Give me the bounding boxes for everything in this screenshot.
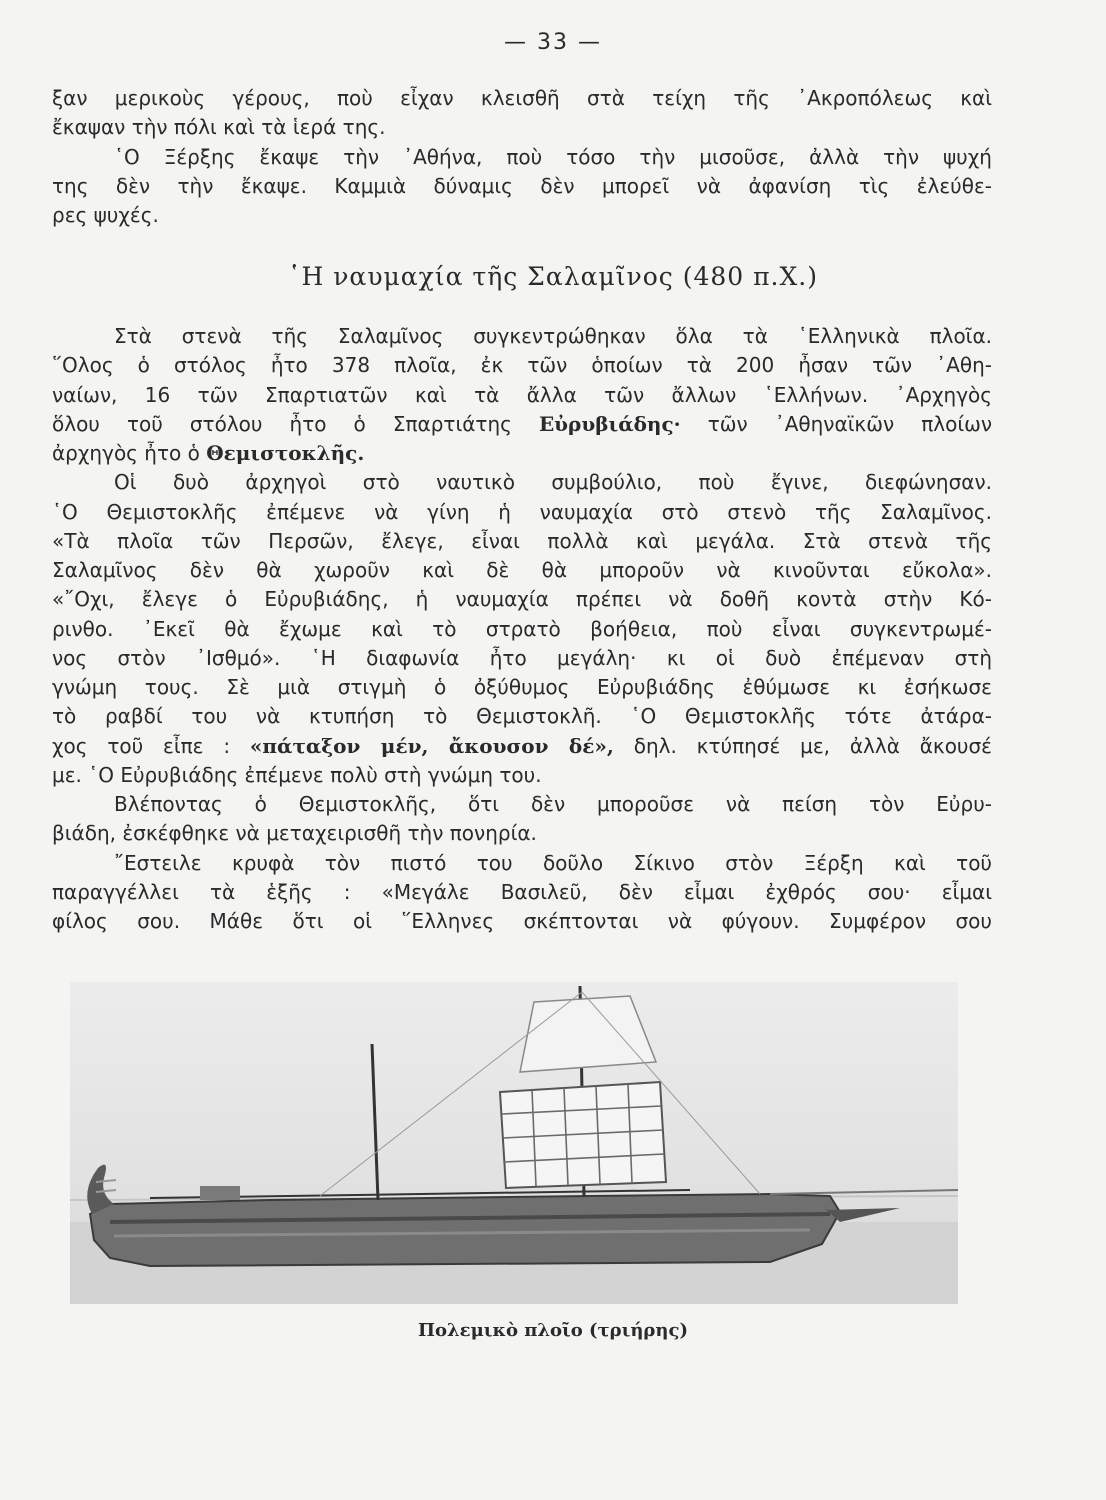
text-line: ῞Ολος ὁ στόλος ἦτο 378 πλοῖα, ἐκ τῶν ὁποίων τὰ 200 ἦσαν τῶν ᾿Αθη- (52, 353, 992, 378)
bold-quote: «πάταξον μέν, ἄκουσον δέ», (249, 733, 614, 758)
text-line: με. ῾Ο Εὐρυβιάδης ἐπέμενε πολὺ στὴ γνώμη του. (52, 762, 542, 787)
deck-cabin (200, 1186, 240, 1200)
figure-caption: Πολεμικὸ πλοῖο (τριήρης) (418, 1320, 688, 1341)
intro-paragraph (52, 84, 992, 230)
ship-drawing (70, 982, 958, 1304)
text-line (52, 732, 992, 761)
trireme-illustration (70, 982, 958, 1304)
text-line: «Τὰ πλοῖα τῶν Περσῶν, ἔλεγε, εἶναι πολλὰ καὶ μεγάλα. Στὰ στενὰ τῆς (52, 528, 992, 553)
text-line: ῾Ο Θεμιστοκλῆς ἐπέμενε νὰ γίνη ἡ ναυμαχία στὸ στενὸ τῆς Σαλαμῖνος. (52, 499, 992, 524)
text-line: ξαν μερικοὺς γέρους, ποὺ εἶχαν κλεισθῆ στὰ τείχη τῆς ᾿Ακροπόλεως καὶ (52, 86, 992, 110)
text-line: «῎Οχι, ἔλεγε ὁ Εὐρυβιάδης, ἡ ναυμαχία πρέπει νὰ δοθῆ κοντὰ στὴν Κό- (52, 587, 992, 612)
text-line (52, 439, 992, 468)
text-line: γνώμη τους. Σὲ μιὰ στιγμὴ ὁ ὀξύθυμος Εὐρυβιάδης ἐθύμωσε κι ἐσήκωσε (52, 675, 992, 699)
text-run: ἀρχηγὸς ἦτο ὁ (52, 441, 200, 465)
text-line: παραγγέλλει τὰ ἑξῆς : «Μεγάλε Βασιλεῦ, δὲν εἶμαι ἐχθρός σου· εἶμαι (52, 879, 992, 904)
text-run: δηλ. κτύπησέ με, ἀλλὰ ἄκουσέ (633, 733, 992, 758)
text-line: ῾Ο Ξέρξης ἔκαψε τὴν ᾿Αθήνα, ποὺ τόσο τὴν μισοῦσε, ἀλλὰ τὴν ψυχή (114, 144, 992, 169)
bowsprit (770, 1190, 958, 1194)
main-sail (500, 1082, 666, 1188)
page-number: — 33 — (504, 30, 602, 55)
text-line: ῎Εστειλε κρυφὰ τὸν πιστό του δοῦλο Σίκινο στὸν Ξέρξη καὶ τοῦ (114, 850, 992, 875)
text-run: χος τοῦ εἶπε : (52, 733, 231, 758)
text-run: ὅλου τοῦ στόλου ἦτο ὁ Σπαρτιάτης (52, 411, 512, 436)
text-line (52, 410, 992, 439)
text-line: νος στὸν ᾿Ισθμό». ῾Η διαφωνία ἦτο μεγάλη· κι οἱ δυὸ ἐπέμεναν στὴ (52, 645, 992, 670)
bold-name: Θεμιστοκλῆς. (206, 441, 365, 465)
bold-name: Εὐρυβιάδης· (538, 411, 681, 436)
text-line: ρες ψυχές. (52, 203, 159, 228)
fore-mast (372, 1044, 378, 1200)
text-line: της δὲν τὴν ἔκαψε. Καμμιὰ δύναμις δὲν μπορεῖ νὰ ἀφανίση τὶς ἐλεύθε- (52, 173, 992, 198)
text-line: φίλος σου. Μάθε ὅτι οἱ ῞Ελληνες σκέπτονται νὰ φύγουν. Συμφέρον σου (52, 909, 992, 933)
ship-ram (826, 1208, 900, 1222)
section-body (52, 322, 992, 936)
text-line: Σαλαμῖνος δὲν θὰ χωροῦν καὶ δὲ θὰ μποροῦν νὰ κινοῦνται εὔκολα». (52, 558, 992, 582)
text-line: ἔκαψαν τὴν πόλι καὶ τὰ ἱερά της. (52, 115, 386, 140)
text-line: τὸ ραβδί του νὰ κτυπήση τὸ Θεμιστοκλῆ. ῾Ο Θεμιστοκλῆς τότε ἀτάρα- (52, 704, 992, 729)
section-title: ῾Η ναυμαχία τῆς Σαλαμῖνος (480 π.Χ.) (287, 262, 819, 291)
text-line: Στὰ στενὰ τῆς Σαλαμῖνος συγκεντρώθηκαν ὅλα τὰ ῾Ελληνικὰ πλοῖα. (114, 324, 992, 348)
text-line: ναίων, 16 τῶν Σπαρτιατῶν καὶ τὰ ἄλλα τῶν ἄλλων ῾Ελλήνων. ᾿Αρχηγὸς (52, 382, 992, 407)
text-run: τῶν ᾿Αθηναϊκῶν πλοίων (707, 411, 993, 436)
upper-sail (520, 996, 656, 1072)
text-line: ρινθο. ᾿Εκεῖ θὰ ἔχωμε καὶ τὸ στρατὸ βοήθεια, ποὺ εἶναι συγκεντρωμέ- (52, 616, 992, 641)
text-line: βιάδη, ἐσκέφθηκε νὰ μεταχειρισθῆ τὴν πονηρία. (52, 821, 537, 846)
text-line: Οἱ δυὸ ἀρχηγοὶ στὸ ναυτικὸ συμβούλιο, ποὺ ἔγινε, διεφώνησαν. (114, 470, 992, 495)
text-line: Βλέποντας ὁ Θεμιστοκλῆς, ὅτι δὲν μποροῦσε νὰ πείση τὸν Εὐρυ- (114, 792, 992, 816)
